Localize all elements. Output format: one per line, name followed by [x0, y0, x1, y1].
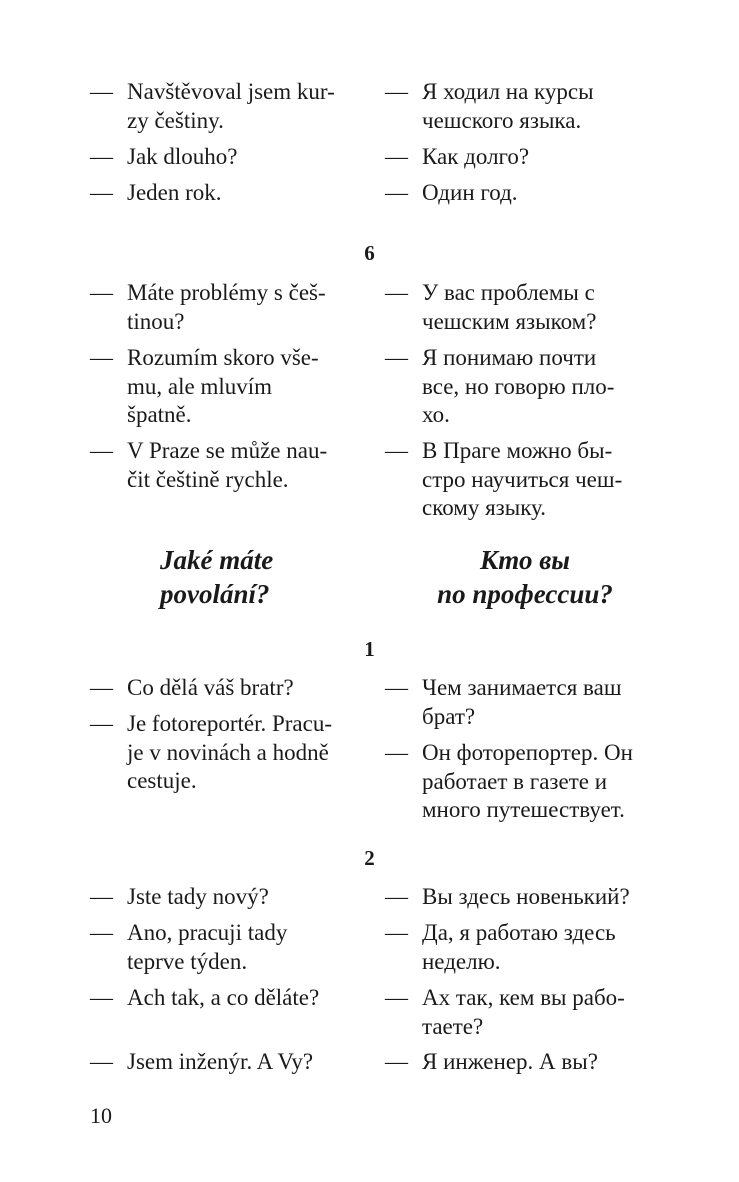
dash: — [385, 438, 408, 463]
czech-column [90, 78, 360, 142]
russian-line: — Я ходил на курсы чешского языка. [385, 79, 594, 133]
dash: — [90, 1049, 113, 1074]
dash: — [385, 280, 408, 305]
dash: — [90, 884, 113, 909]
dash: — [90, 180, 113, 205]
czech-line: — Ach tak, a co děláte? [90, 984, 360, 1013]
russian-line: — Один год. [385, 179, 660, 208]
dash: — [90, 144, 113, 169]
exercise-number: 6 [364, 241, 375, 265]
exercise-number: 1 [364, 637, 375, 661]
page-number: 10 [90, 1103, 112, 1128]
dash: — [385, 740, 408, 765]
czech-line: — Rozumím skoro vše- mu, ale mluvím špatně. [90, 345, 319, 427]
russian-line: — У вас проблемы с чешским языком? [385, 280, 597, 334]
czech-line: — Jsem inženýr. A Vy? [90, 1048, 360, 1077]
section-heading-czech: Jaké máte povolání? [160, 545, 274, 609]
dash: — [385, 180, 408, 205]
dash: — [385, 675, 408, 700]
dash: — [90, 280, 113, 305]
russian-line: — Он фоторепортер. Он работает в газете и много путешествует. [385, 740, 633, 822]
czech-line: — Je fotoreportér. Pracu- je v novinách a hodně cestuje. [90, 711, 333, 793]
dash: — [90, 438, 113, 463]
dash: — [385, 920, 408, 945]
russian-line: — Вы здесь новенький? [385, 883, 660, 912]
dash: — [385, 144, 408, 169]
exercise-number: 2 [364, 846, 375, 870]
dash: — [385, 1049, 408, 1074]
russian-line: — Как долго? [385, 143, 660, 172]
dash: — [90, 345, 113, 370]
czech-line: — Jste tady nový? [90, 883, 360, 912]
russian-line: — Чем занимается ваш брат? [385, 675, 622, 729]
dash: — [385, 345, 408, 370]
czech-line: — V Praze se může nau- čit češtině rychle. [90, 438, 328, 492]
dash: — [385, 985, 408, 1010]
russian-line: — В Праге можно бы- стро научиться чеш- скому языку. [385, 438, 623, 520]
czech-line: — Co dělá váš bratr? [90, 674, 360, 703]
russian-line: — Ах так, кем вы рабо- таете? [385, 985, 625, 1039]
czech-line: — Ano, pracuji tady teprve týden. [90, 920, 288, 974]
russian-line: — Я инженер. А вы? [385, 1048, 660, 1077]
czech-line: — Jeden rok. [90, 179, 360, 208]
dash: — [385, 884, 408, 909]
dash: — [90, 675, 113, 700]
russian-line: — Да, я работаю здесь неделю. [385, 920, 616, 974]
section-heading-russian: Кто вы по профессии? [437, 545, 613, 609]
russian-line: — Я понимаю почти все, но говорю пло- хо. [385, 345, 615, 427]
dash: — [90, 985, 113, 1010]
czech-line: — Navštěvoval jsem kur- zy češtiny. [90, 79, 335, 133]
dash: — [90, 711, 113, 736]
russian-column [385, 78, 660, 142]
czech-line: — Jak dlouho? [90, 143, 360, 172]
dash: — [90, 79, 113, 104]
czech-line: — Máte problémy s češ- tinou? [90, 280, 326, 334]
dash: — [385, 79, 408, 104]
dash: — [90, 920, 113, 945]
